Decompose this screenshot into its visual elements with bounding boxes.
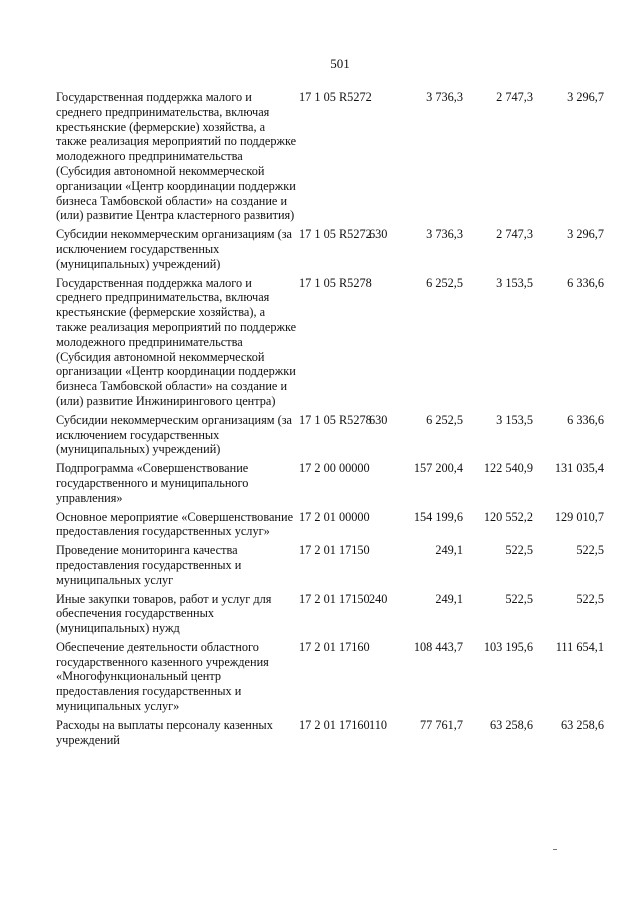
table-row xyxy=(56,413,626,457)
row-value-2: 103 195,6 xyxy=(483,639,533,654)
table-row xyxy=(56,510,626,540)
row-value-1: 249,1 xyxy=(435,591,463,606)
row-code: 17 1 05 R5272 xyxy=(299,227,372,242)
page-number: 501 xyxy=(330,56,350,71)
table-row xyxy=(56,640,626,714)
row-value-1: 3 736,3 xyxy=(426,227,463,242)
row-value-2: 122 540,9 xyxy=(483,461,533,476)
row-value-2: 522,5 xyxy=(505,591,533,606)
row-expense-type: 240 xyxy=(369,591,388,606)
row-value-3: 522,5 xyxy=(576,543,604,558)
row-value-3: 3 296,7 xyxy=(567,90,604,104)
row-name: Расходы на выплаты персоналу казенных учреждений xyxy=(56,717,273,747)
table-row xyxy=(56,718,626,748)
row-value-1: 108 443,7 xyxy=(413,639,463,654)
row-value-2: 3 153,5 xyxy=(496,412,533,427)
row-code: 17 2 00 00000 xyxy=(299,461,370,476)
row-value-2: 522,5 xyxy=(505,543,533,558)
row-name: Основное мероприятие «Совершенствование предоставления государственных услуг» xyxy=(56,509,294,539)
row-expense-type: 110 xyxy=(369,717,387,732)
row-name: Иные закупки товаров, работ и услуг для обеспечения государственных (муниципальных) нужд xyxy=(56,591,272,636)
row-value-2: 120 552,2 xyxy=(483,509,533,524)
row-name: Проведение мониторинга качества предоставления государственных и муниципальных услуг xyxy=(56,543,242,587)
row-value-3: 111 654,1 xyxy=(555,639,604,654)
row-code: 17 2 01 17150 xyxy=(299,543,370,558)
row-code: 17 1 05 R5278 xyxy=(299,275,372,290)
row-value-3: 63 258,6 xyxy=(560,717,604,732)
table-row xyxy=(56,90,626,223)
table-row xyxy=(56,276,626,409)
row-value-2: 2 747,3 xyxy=(496,90,533,104)
table-row xyxy=(56,592,626,636)
row-name: Субсидии некоммерческим организациям (за исключением государственных (муниципальных) учреждений) xyxy=(56,412,293,457)
row-expense-type: 630 xyxy=(369,412,388,427)
row-value-1: 154 199,6 xyxy=(413,509,463,524)
row-value-2: 63 258,6 xyxy=(489,717,533,732)
row-expense-type: 630 xyxy=(369,227,388,242)
row-value-2: 2 747,3 xyxy=(496,227,533,242)
row-code: 17 2 01 17160 xyxy=(299,717,370,732)
row-value-1: 77 761,7 xyxy=(419,717,463,732)
row-value-3: 6 336,6 xyxy=(567,275,604,290)
row-name: Субсидии некоммерческим организациям (за исключением государственных (муниципальных) учреждений) xyxy=(56,227,293,271)
row-value-1: 6 252,5 xyxy=(426,275,463,290)
row-code: 17 1 05 R5272 xyxy=(299,90,372,104)
row-name: Обеспечение деятельности областного государственного казенного учреждения «Многофункциональный центр предоставления государственных и муниципальных услуг» xyxy=(56,639,269,714)
row-name: Государственная поддержка малого и среднего предпринимательства, включая крестьянские (фермерские хозяйства), а также реализация мероприятий по поддержке молодежного предпринимательства (Субсидия автономной некоммерческой организации «Центр координации поддержки бизнеса Тамбовской области» на создание и (или) развитие Инжинирингового центра) xyxy=(56,275,297,408)
table-row xyxy=(56,543,626,587)
table-row xyxy=(56,461,626,505)
row-code: 17 2 01 17160 xyxy=(299,639,370,654)
row-value-3: 522,5 xyxy=(576,591,604,606)
row-value-1: 157 200,4 xyxy=(413,461,463,476)
row-value-1: 3 736,3 xyxy=(426,90,463,104)
row-name: Государственная поддержка малого и среднего предпринимательства, включая крестьянские (фермерские) хозяйства, а также реализация мероприятий по поддержке молодежного предпринимательства (Субсидия автономной некоммерческой организации «Центр координации поддержки бизнеса Тамбовской области» на создание и (или) развитие Центра кластерного развития) xyxy=(56,90,297,223)
row-code: 17 2 01 00000 xyxy=(299,509,370,524)
row-value-1: 6 252,5 xyxy=(426,412,463,427)
row-code: 17 1 05 R5278 xyxy=(299,412,372,427)
row-value-3: 6 336,6 xyxy=(567,412,604,427)
scan-mark xyxy=(553,849,557,850)
row-name: Подпрограмма «Совершенствование государственного и муниципального управления» xyxy=(56,461,249,505)
row-value-3: 131 035,4 xyxy=(554,461,604,476)
row-code: 17 2 01 17150 xyxy=(299,591,370,606)
row-value-1: 249,1 xyxy=(435,543,463,558)
row-value-3: 3 296,7 xyxy=(567,227,604,242)
table-row xyxy=(56,227,626,271)
budget-table xyxy=(56,90,626,751)
row-value-3: 129 010,7 xyxy=(554,509,604,524)
row-value-2: 3 153,5 xyxy=(496,275,533,290)
